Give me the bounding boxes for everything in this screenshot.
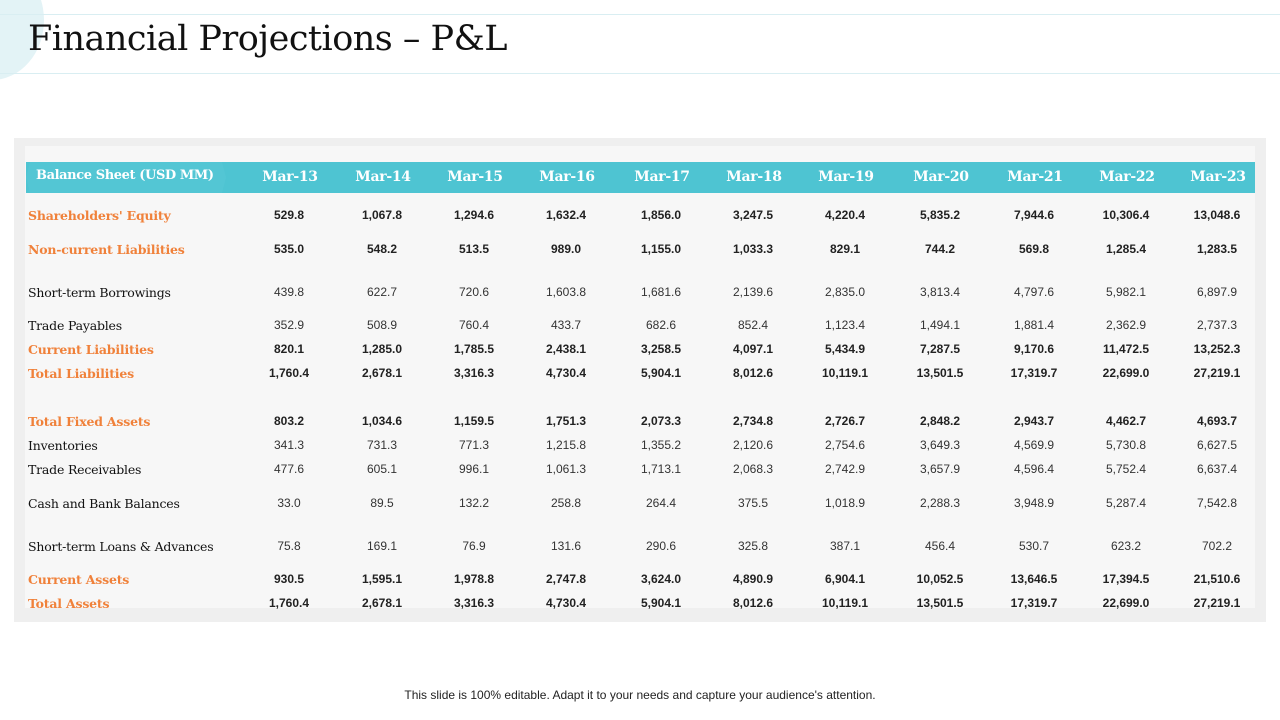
table-cell: 5,835.2 xyxy=(919,208,961,222)
table-row xyxy=(25,438,1255,456)
table-cell: 131.6 xyxy=(550,539,582,553)
table-cell: 22,699.0 xyxy=(1102,366,1150,380)
table-cell: 508.9 xyxy=(366,318,398,332)
table-cell: 2,754.6 xyxy=(824,438,866,452)
table-cell: 13,252.3 xyxy=(1193,342,1241,356)
table-cell: 10,306.4 xyxy=(1102,208,1150,222)
row-label: Total Fixed Assets xyxy=(28,414,151,429)
table-cell: 3,813.4 xyxy=(919,285,961,299)
table-cell: 4,596.4 xyxy=(1013,462,1055,476)
column-header: Mar-18 xyxy=(726,169,782,185)
table-cell: 744.2 xyxy=(924,242,956,256)
table-cell: 2,726.7 xyxy=(824,414,866,428)
table-cell: 6,904.1 xyxy=(824,572,866,586)
table-cell: 930.5 xyxy=(273,572,305,586)
table-cell: 1,632.4 xyxy=(545,208,587,222)
row-label: Total Liabilities xyxy=(28,366,134,381)
table-cell: 3,948.9 xyxy=(1013,496,1055,510)
row-label: Total Assets xyxy=(28,596,110,611)
column-header: Mar-23 xyxy=(1190,169,1246,185)
column-header: Mar-14 xyxy=(355,169,411,185)
table-cell: 132.2 xyxy=(458,496,490,510)
table-cell: 530.7 xyxy=(1018,539,1050,553)
table-cell: 1,751.3 xyxy=(545,414,587,428)
table-cell: 2,068.3 xyxy=(732,462,774,476)
table-row xyxy=(25,596,1255,614)
table-cell: 13,501.5 xyxy=(916,596,964,610)
table-cell: 258.8 xyxy=(550,496,582,510)
table-cell: 169.1 xyxy=(366,539,398,553)
table-cell: 17,319.7 xyxy=(1010,596,1058,610)
table-cell: 760.4 xyxy=(458,318,490,332)
table-cell: 290.6 xyxy=(645,539,677,553)
table-cell: 1,294.6 xyxy=(453,208,495,222)
table-cell: 17,319.7 xyxy=(1010,366,1058,380)
table-cell: 4,569.9 xyxy=(1013,438,1055,452)
table-cell: 3,657.9 xyxy=(919,462,961,476)
table-cell: 622.7 xyxy=(366,285,398,299)
table-cell: 3,316.3 xyxy=(453,366,495,380)
table-cell: 1,159.5 xyxy=(453,414,495,428)
table-cell: 852.4 xyxy=(737,318,769,332)
table-cell: 10,052.5 xyxy=(916,572,964,586)
table-cell: 3,649.3 xyxy=(919,438,961,452)
table-cell: 10,119.1 xyxy=(821,366,869,380)
table-cell: 535.0 xyxy=(273,242,305,256)
column-header: Mar-16 xyxy=(539,169,595,185)
table-cell: 5,287.4 xyxy=(1105,496,1147,510)
table-cell: 6,637.4 xyxy=(1196,462,1238,476)
table-cell: 4,693.7 xyxy=(1196,414,1238,428)
row-label: Non-current Liabilities xyxy=(28,242,185,257)
table-cell: 4,890.9 xyxy=(732,572,774,586)
table-cell: 803.2 xyxy=(273,414,305,428)
table-row xyxy=(25,208,1255,226)
table-cell: 7,944.6 xyxy=(1013,208,1055,222)
column-header: Mar-17 xyxy=(634,169,690,185)
row-label: Short-term Borrowings xyxy=(28,285,171,300)
table-cell: 2,678.1 xyxy=(361,366,403,380)
table-cell: 22,699.0 xyxy=(1102,596,1150,610)
table-cell: 3,258.5 xyxy=(640,342,682,356)
table-cell: 8,012.6 xyxy=(732,366,774,380)
table-cell: 513.5 xyxy=(458,242,490,256)
page-title: Financial Projections – P&L xyxy=(28,19,507,59)
table-cell: 829.1 xyxy=(829,242,861,256)
table-cell: 1,215.8 xyxy=(545,438,587,452)
table-cell: 1,155.0 xyxy=(640,242,682,256)
table-cell: 2,737.3 xyxy=(1196,318,1238,332)
table-cell: 352.9 xyxy=(273,318,305,332)
table-cell: 433.7 xyxy=(550,318,582,332)
table-cell: 2,943.7 xyxy=(1013,414,1055,428)
table-cell: 1,713.1 xyxy=(640,462,682,476)
table-cell: 771.3 xyxy=(458,438,490,452)
table-cell: 4,097.1 xyxy=(732,342,774,356)
table-row xyxy=(25,342,1255,360)
table-row xyxy=(25,318,1255,336)
column-header: Mar-21 xyxy=(1007,169,1063,185)
table-cell: 7,542.8 xyxy=(1196,496,1238,510)
table-cell: 2,139.6 xyxy=(732,285,774,299)
table-cell: 5,434.9 xyxy=(824,342,866,356)
row-label: Trade Receivables xyxy=(28,462,142,477)
table-cell: 13,048.6 xyxy=(1193,208,1241,222)
table-cell: 2,742.9 xyxy=(824,462,866,476)
table-cell: 1,283.5 xyxy=(1196,242,1238,256)
table-row xyxy=(25,539,1255,557)
table-cell: 8,012.6 xyxy=(732,596,774,610)
table-cell: 5,904.1 xyxy=(640,596,682,610)
table-cell: 702.2 xyxy=(1201,539,1233,553)
table-cell: 387.1 xyxy=(829,539,861,553)
table-cell: 2,848.2 xyxy=(919,414,961,428)
table-cell: 1,760.4 xyxy=(268,366,310,380)
column-header: Mar-22 xyxy=(1099,169,1155,185)
row-label: Trade Payables xyxy=(28,318,122,333)
table-row xyxy=(25,285,1255,303)
table-cell: 1,285.0 xyxy=(361,342,403,356)
table-cell: 1,355.2 xyxy=(640,438,682,452)
table-cell: 1,681.6 xyxy=(640,285,682,299)
table-cell: 2,734.8 xyxy=(732,414,774,428)
table-cell: 1,123.4 xyxy=(824,318,866,332)
table-cell: 1,785.5 xyxy=(453,342,495,356)
table-cell: 6,897.9 xyxy=(1196,285,1238,299)
table-cell: 13,646.5 xyxy=(1010,572,1058,586)
table-cell: 5,982.1 xyxy=(1105,285,1147,299)
table-cell: 27,219.1 xyxy=(1193,596,1241,610)
column-header: Mar-15 xyxy=(447,169,503,185)
table-row xyxy=(25,242,1255,260)
table-cell: 1,067.8 xyxy=(361,208,403,222)
table-cell: 264.4 xyxy=(645,496,677,510)
table-cell: 623.2 xyxy=(1110,539,1142,553)
table-cell: 2,073.3 xyxy=(640,414,682,428)
table-cell: 1,034.6 xyxy=(361,414,403,428)
table-cell: 3,247.5 xyxy=(732,208,774,222)
table-cell: 4,462.7 xyxy=(1105,414,1147,428)
table-cell: 1,494.1 xyxy=(919,318,961,332)
table-cell: 1,061.3 xyxy=(545,462,587,476)
table-cell: 996.1 xyxy=(458,462,490,476)
table-cell: 3,624.0 xyxy=(640,572,682,586)
table-cell: 605.1 xyxy=(366,462,398,476)
row-label: Shareholders' Equity xyxy=(28,208,171,223)
table-cell: 1,856.0 xyxy=(640,208,682,222)
table-cell: 11,472.5 xyxy=(1102,342,1150,356)
table-cell: 27,219.1 xyxy=(1193,366,1241,380)
table-cell: 682.6 xyxy=(645,318,677,332)
table-header-label: Balance Sheet (USD MM) xyxy=(36,168,214,183)
table-cell: 1,760.4 xyxy=(268,596,310,610)
table-cell: 4,797.6 xyxy=(1013,285,1055,299)
row-label: Short-term Loans & Advances xyxy=(28,539,214,554)
table-cell: 2,288.3 xyxy=(919,496,961,510)
table-cell: 2,362.9 xyxy=(1105,318,1147,332)
table-cell: 720.6 xyxy=(458,285,490,299)
table-cell: 4,730.4 xyxy=(545,366,587,380)
table-cell: 820.1 xyxy=(273,342,305,356)
table-cell: 4,220.4 xyxy=(824,208,866,222)
table-cell: 2,438.1 xyxy=(545,342,587,356)
table-cell: 1,018.9 xyxy=(824,496,866,510)
table-cell: 21,510.6 xyxy=(1193,572,1241,586)
table-cell: 1,603.8 xyxy=(545,285,587,299)
table-cell: 5,730.8 xyxy=(1105,438,1147,452)
table-row xyxy=(25,496,1255,514)
table-header-bar xyxy=(26,162,1255,193)
column-header: Mar-19 xyxy=(818,169,874,185)
table-cell: 529.8 xyxy=(273,208,305,222)
footer-note: This slide is 100% editable. Adapt it to your needs and capture your audience's attention. xyxy=(404,688,876,702)
column-header: Mar-20 xyxy=(913,169,969,185)
table-cell: 325.8 xyxy=(737,539,769,553)
table-cell: 1,881.4 xyxy=(1013,318,1055,332)
table-cell: 76.9 xyxy=(462,539,486,553)
table-cell: 17,394.5 xyxy=(1102,572,1150,586)
column-header: Mar-13 xyxy=(262,169,318,185)
table-cell: 5,752.4 xyxy=(1105,462,1147,476)
table-cell: 89.5 xyxy=(370,496,394,510)
table-cell: 731.3 xyxy=(366,438,398,452)
table-cell: 5,904.1 xyxy=(640,366,682,380)
balance-sheet-table xyxy=(25,146,1255,611)
table-cell: 1,033.3 xyxy=(732,242,774,256)
table-cell: 2,747.8 xyxy=(545,572,587,586)
table-row xyxy=(25,462,1255,480)
table-cell: 1,595.1 xyxy=(361,572,403,586)
table-cell: 1,285.4 xyxy=(1105,242,1147,256)
table-cell: 9,170.6 xyxy=(1013,342,1055,356)
table-cell: 7,287.5 xyxy=(919,342,961,356)
table-cell: 456.4 xyxy=(924,539,956,553)
row-label: Inventories xyxy=(28,438,98,453)
table-row xyxy=(25,366,1255,384)
table-cell: 10,119.1 xyxy=(821,596,869,610)
table-cell: 375.5 xyxy=(737,496,769,510)
table-cell: 4,730.4 xyxy=(545,596,587,610)
table-cell: 341.3 xyxy=(273,438,305,452)
table-cell: 477.6 xyxy=(273,462,305,476)
table-cell: 33.0 xyxy=(277,496,301,510)
table-cell: 439.8 xyxy=(273,285,305,299)
row-label: Current Assets xyxy=(28,572,130,587)
row-label: Current Liabilities xyxy=(28,342,154,357)
table-cell: 569.8 xyxy=(1018,242,1050,256)
row-label: Cash and Bank Balances xyxy=(28,496,180,511)
table-cell: 3,316.3 xyxy=(453,596,495,610)
table-cell: 989.0 xyxy=(550,242,582,256)
table-cell: 1,978.8 xyxy=(453,572,495,586)
table-row xyxy=(25,572,1255,590)
table-cell: 2,835.0 xyxy=(824,285,866,299)
table-cell: 548.2 xyxy=(366,242,398,256)
table-cell: 2,678.1 xyxy=(361,596,403,610)
table-cell: 13,501.5 xyxy=(916,366,964,380)
table-card xyxy=(14,138,1266,622)
table-cell: 2,120.6 xyxy=(732,438,774,452)
table-cell: 75.8 xyxy=(277,539,301,553)
table-row xyxy=(25,414,1255,432)
table-cell: 6,627.5 xyxy=(1196,438,1238,452)
